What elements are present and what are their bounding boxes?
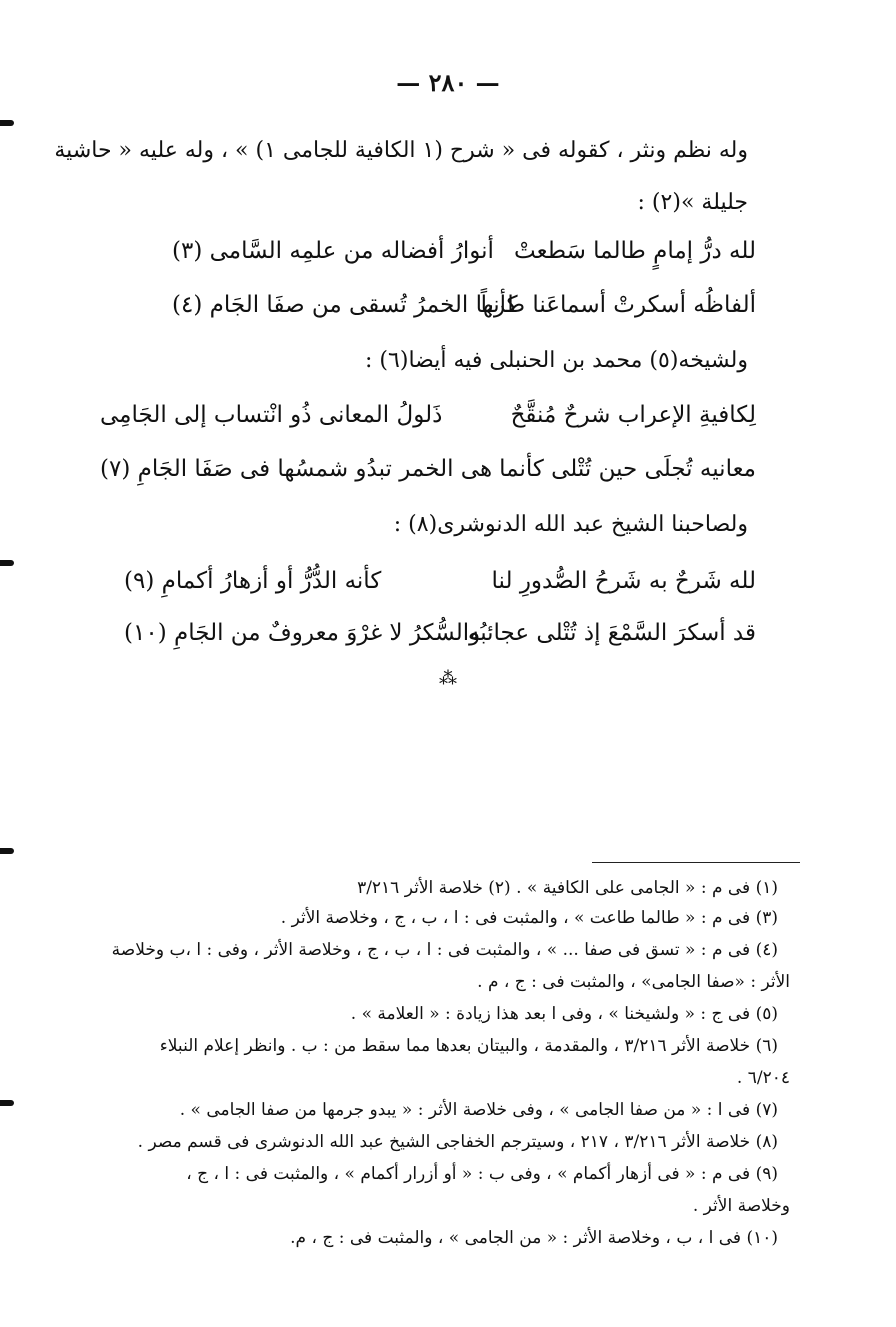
page-edge-mark	[0, 120, 14, 126]
verse-6-second-hemistich: والسُّكرُ لا غرْوَ معروفٌ من الجَامِ (١٠)	[124, 620, 481, 646]
verse-4-second-hemistich: هى الخمر تبدُو شمسُها فى صَفَا الجَامِ (٧)	[100, 456, 493, 482]
section-ornament: ⁂	[439, 668, 457, 689]
intro-line-1: وله نظم ونثر ، كقوله فى « شرح (١ الكافية للجامى ١) » ، وله عليه « حاشية	[54, 138, 748, 163]
footnote-9: (٩) فى م : « فى أزهار أكمام » ، وفى ب : « أو أزرار أكمام » ، والمثبت فى : ا ، ج ،	[186, 1164, 778, 1184]
page-edge-mark	[0, 848, 14, 854]
footnote-9-continued: وخلاصة الأثر .	[692, 1196, 790, 1216]
footnote-4-continued: الأثر : «صفا الجامى» ، والمثبت فى : ج ، م .	[477, 972, 790, 992]
intro-line-2: جليلة »(٢) :	[637, 190, 748, 215]
footnote-6: (٦) خلاصة الأثر ٣/٢١٦ ، والمقدمة ، والبيتان بعدها مما سقط من : ب . وانظر إعلام النبلاء	[159, 1036, 778, 1056]
companion-line: ولصاحبنا الشيخ عبد الله الدنوشرى(٨) :	[393, 512, 748, 537]
footnote-1-2: (١) فى م : « الجامى على الكافية » . (٢) خلاصة الأثر ٣/٢١٦	[357, 878, 778, 898]
verse-2-second-hemistich: كأنها الخمرُ تُسقى من صفَا الجَام (٤)	[172, 292, 518, 318]
footnote-8: (٨) خلاصة الأثر ٣/٢١٦ ، ٢١٧ ، وسيترجم الخفاجى الشيخ عبد الله الدنوشرى فى قسم مصر .	[137, 1132, 778, 1152]
footnote-4: (٤) فى م : « تسق فى صفا ... » ، والمثبت فى : ا ، ب ، ج ، وخلاصة الأثر ، وفى : ا ،ب وخلاصة	[111, 940, 778, 960]
footnote-3: (٣) فى م : « طالما طاعت » ، والمثبت فى : ا ، ب ، ج ، وخلاصة الأثر .	[280, 908, 778, 928]
footnote-10: (١٠) فى ا ، ب ، وخلاصة الأثر : « من الجامى » ، والمثبت فى : ج ، م.	[290, 1228, 778, 1248]
verse-6-first-hemistich: قد أسكرَ السَّمْعَ إذ تُتْلى عجائبُه	[467, 620, 756, 646]
page-edge-mark	[0, 560, 14, 566]
verse-5-first-hemistich: لله شَرحٌ به شَرحُ الصُّدورِ لنا	[491, 568, 756, 594]
page-edge-mark	[0, 1100, 14, 1106]
verse-4-first-hemistich: معانيه تُجلَى حين تُتْلى كأنما	[499, 456, 756, 482]
verse-3-second-hemistich: ذَلولُ المعانى ذُو انْتساب إلى الجَامِى	[100, 402, 443, 428]
verse-2-first-hemistich: ألفاظُه أسكرتْ أسماعَنا طرباً	[480, 292, 756, 318]
sheikh-line: ولشيخه(٥) محمد بن الحنبلى فيه أيضا(٦) :	[365, 348, 748, 373]
verse-1-first-hemistich: لله درُّ إمامٍ طالما سَطعتْ	[514, 238, 756, 264]
footnote-separator	[592, 862, 800, 863]
page-number: — ٢٨٠ —	[396, 68, 500, 97]
footnote-7: (٧) فى ا : « من صفا الجامى » ، وفى خلاصة الأثر : « يبدو جرمها من صفا الجامى » .	[179, 1100, 778, 1120]
verse-3-first-hemistich: لِكافيةِ الإعراب شرحٌ مُنقَّحٌ	[510, 402, 756, 428]
verse-1-second-hemistich: أنوارُ أفضاله من علمِه السَّامى (٣)	[172, 238, 494, 264]
verse-5-second-hemistich: كأنه الدُّرُّ أو أزهارُ أكمامِ (٩)	[124, 568, 382, 594]
footnote-6-continued: ٦/٢٠٤ .	[736, 1068, 790, 1088]
footnote-5: (٥) فى ج : « ولشيخنا » ، وفى ا بعد هذا زيادة : « العلامة » .	[350, 1004, 778, 1024]
